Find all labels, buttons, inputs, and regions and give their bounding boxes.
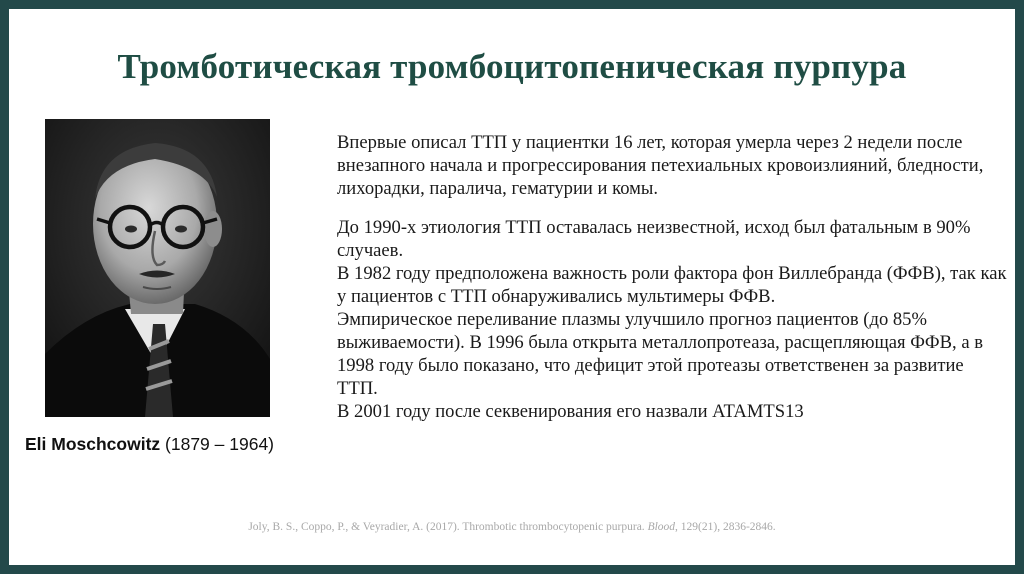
citation [9,521,1015,533]
portrait-caption [25,434,274,455]
citation-journal: Blood [647,521,676,533]
citation-volume-pages: , 129(21), 2836-2846. [675,521,776,533]
paragraph-history-line-3: Эмпирическое переливание плазмы улучшило прогноз пациентов (до 85% выживаемости). В 1996 была открыта металлопротеаза, расщепляющая ФФВ, а в 1998 году было показано, что дефицит этой протеазы ответственен за развитие ТТП. [337,309,983,399]
paragraph-history-line-1: До 1990-х этиология ТТП оставалась неизвестной, исход был фатальным в 90% случаев. [337,217,971,261]
slide-title: Тромботическая тромбоцитопеническая пурпура [117,47,907,86]
caption-name: Eli Moschcowitz [25,434,161,454]
citation-authors: Joly, B. S., Coppo, P., & Veyradier, A. (2017). Thrombotic thrombocytopenic purpura. [248,521,645,533]
paragraph-history-line-4: В 2001 году после секвенирования его назвали ATAMTS13 [337,401,804,422]
portrait-photo [45,119,270,417]
caption-years: (1879 – 1964) [165,434,275,454]
body-text [337,131,1007,423]
paragraph-history-line-2: В 1982 году предположена важность роли фактора фон Виллебранда (ФФВ), так как у пациентов с ТТП обнаруживались мультимеры ФФВ. [337,263,1007,307]
slide [9,9,1015,565]
paragraph-first-description: Впервые описал ТТП у пациентки 16 лет, которая умерла через 2 недели после внезапного начала и прогрессирования петехиальных кровоизлияний, бледности, лихорадки, паралича, гематурии и комы. [337,132,984,199]
